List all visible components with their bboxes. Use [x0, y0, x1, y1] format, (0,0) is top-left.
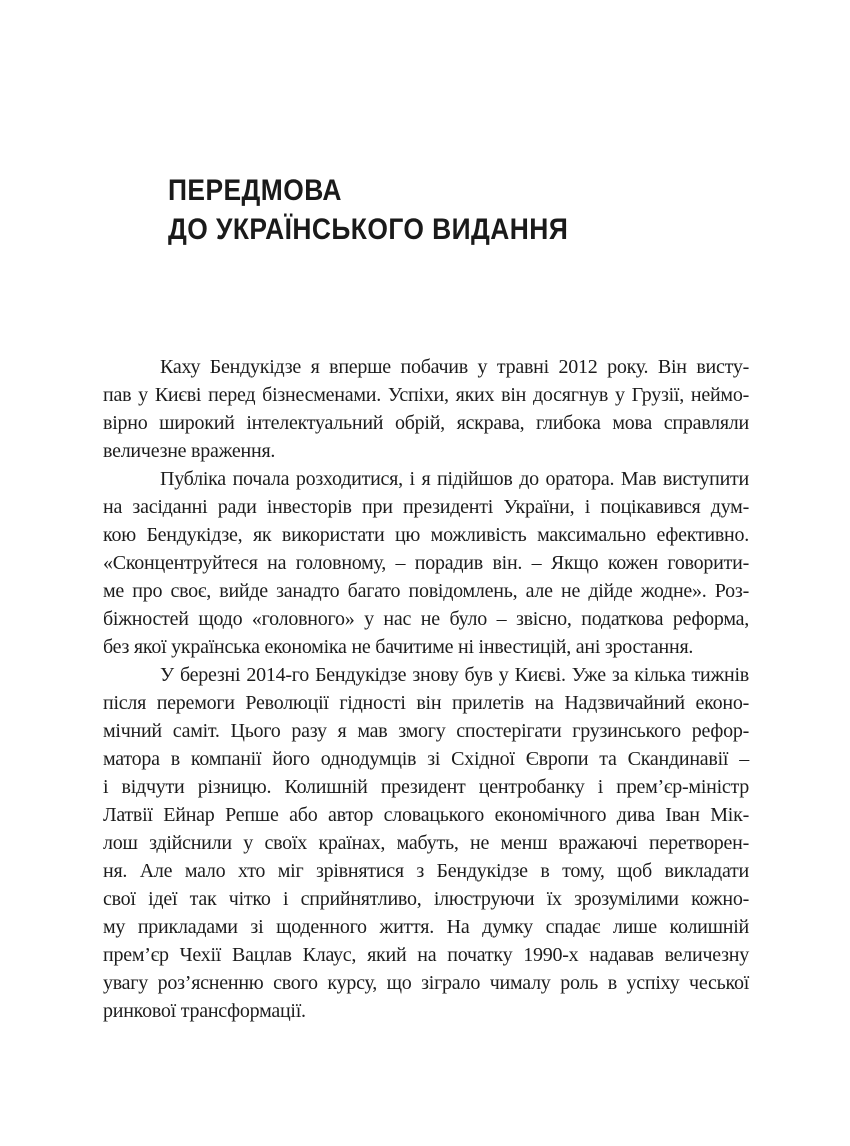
- text-line: «Сконцентруйтеся на головному, – порадив він. – Якщо кожен говорити-: [103, 552, 749, 574]
- text-line: без якої українська економіка не бачитиме ні інвестицій, ані зростання.: [103, 636, 694, 658]
- text-line: біжностей щодо «головного» у нас не було – звісно, податкова реформа,: [103, 608, 749, 630]
- text-line: мічний саміт. Цього разу я мав змогу спостерігати грузинського рефор-: [103, 720, 749, 742]
- text-line: після перемоги Революції гідності він прилетів на Надзвичайний еконо-: [103, 692, 749, 714]
- text-line: прем’єр Чехії Вацлав Клаус, який на початку 1990-х надавав величезну: [103, 944, 749, 966]
- text-line: кою Бендукідзе, як використати цю можливість максимально ефективно.: [103, 524, 749, 546]
- text-line: Латвії Ейнар Репше або автор словацького економічного дива Іван Мік-: [103, 804, 749, 826]
- text-line: вірно широкий інтелектуальний обрій, яскрава, глибока мова справляли: [103, 412, 749, 434]
- text-line: ме про своє, вийде занадто багато повідомлень, але не дійде жодне». Роз-: [103, 580, 749, 602]
- text-line: У березні 2014-го Бендукідзе знову був у Києві. Уже за кілька тижнів: [160, 664, 749, 686]
- text-line: ня. Але мало хто міг зрівнятися з Бендукідзе в тому, щоб викладати: [103, 860, 749, 882]
- text-line: свої ідеї так чітко і сприйнятливо, ілюструючи їх зрозумілими кожно-: [103, 888, 749, 910]
- text-line: ринкової трансформації.: [103, 1000, 306, 1022]
- text-line: му прикладами зі щоденного життя. На думку спадає лише колишній: [103, 916, 749, 938]
- text-line: і відчути різницю. Колишній президент центробанку і прем’єр-міністр: [103, 776, 749, 798]
- chapter-title: [168, 171, 623, 249]
- text-line: Публіка почала розходитися, і я підійшов до оратора. Мав виступити: [160, 468, 749, 490]
- text-line: лош здійснили у своїх країнах, мабуть, не менш вражаючі перетворен-: [103, 832, 749, 854]
- chapter-title-line1: ПЕРЕДМОВА: [168, 174, 342, 207]
- chapter-title-line2: ДО УКРАЇНСЬКОГО ВИДАННЯ: [168, 213, 569, 246]
- text-line: пав у Києві перед бізнесменами. Успіхи, яких він досягнув у Грузії, неймо-: [103, 384, 749, 406]
- text-line: на засіданні ради інвесторів при президенті України, і поцікавився дум-: [103, 496, 749, 518]
- text-line: Каху Бендукідзе я вперше побачив у травні 2012 року. Він висту-: [160, 356, 749, 378]
- text-line: величезне враження.: [103, 440, 276, 462]
- text-line: увагу роз’ясненню свого курсу, що зіграло чималу роль в успіху чеської: [103, 972, 749, 994]
- text-line: матора в компанії його однодумців зі Східної Європи та Скандинавії –: [103, 748, 749, 770]
- body-text: [103, 353, 749, 1025]
